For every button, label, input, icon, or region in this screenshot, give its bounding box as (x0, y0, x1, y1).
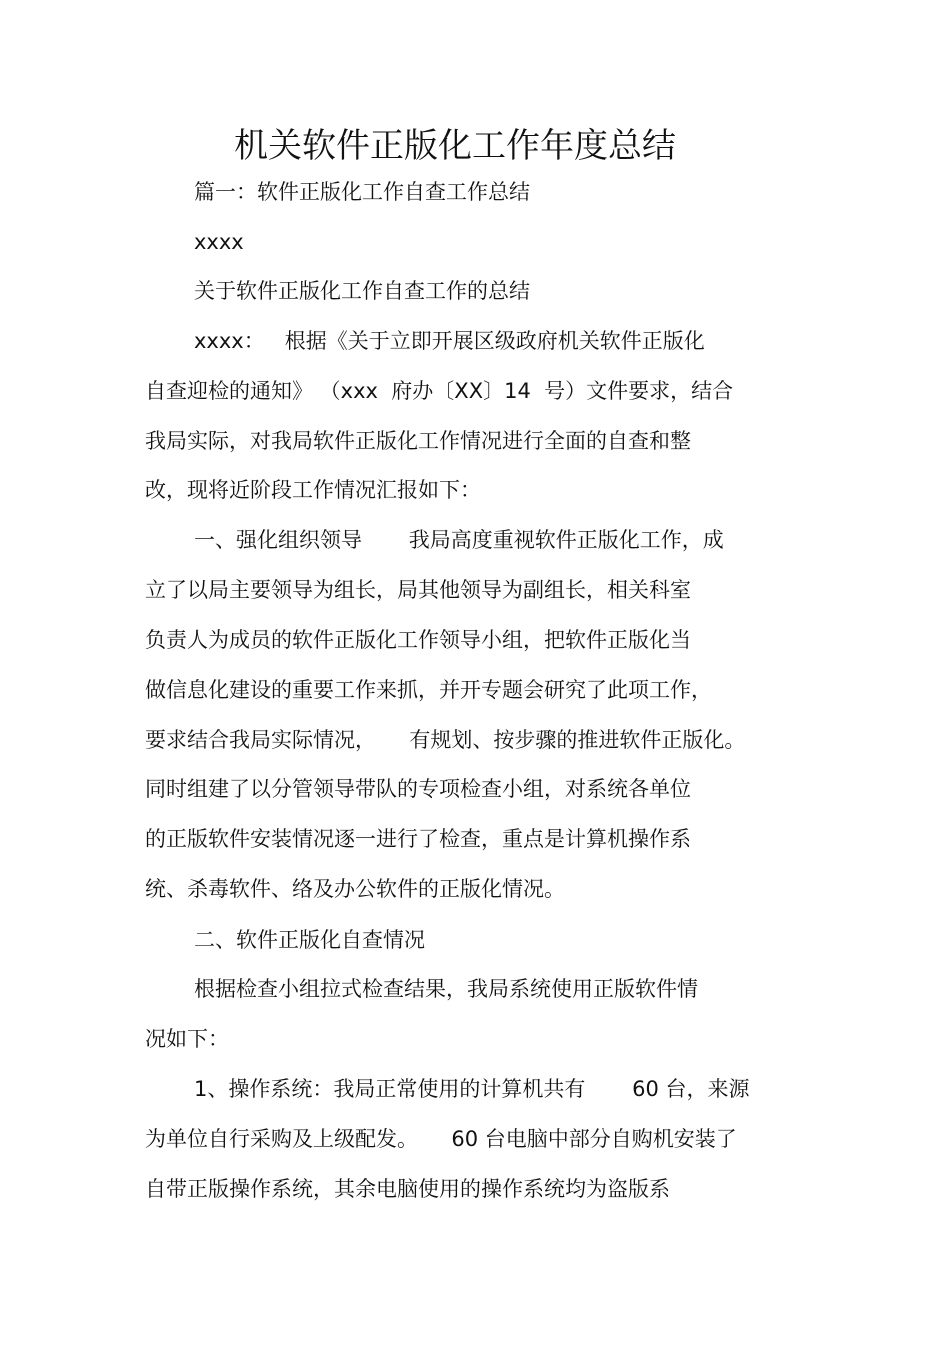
paragraph-line: 1、操作系统：我局正常使用的计算机共有 60 台，来源 (194, 1077, 750, 1101)
paragraph-line: 关于软件正版化工作自查工作的总结 (194, 279, 530, 303)
paragraph-line: 自带正版操作系统，其余电脑使用的操作系统均为盗版系 (145, 1177, 670, 1201)
document-title: 机关软件正版化工作年度总结 (234, 126, 676, 166)
paragraph-line: 根据检查小组拉式检查结果，我局系统使用正版软件情 (194, 977, 698, 1001)
paragraph-line: 要求结合我局实际情况， 有规划、按步骤的推进软件正版化。 (145, 728, 746, 752)
paragraph-line: 一、强化组织领导 我局高度重视软件正版化工作，成 (194, 528, 724, 552)
paragraph-line: 的正版软件安装情况逐一进行了检查，重点是计算机操作系 (145, 827, 691, 851)
paragraph-line: 同时组建了以分管领导带队的专项检查小组，对系统各单位 (145, 777, 691, 801)
section-heading: 二、软件正版化自查情况 (194, 928, 425, 952)
paragraph-line: 况如下： (145, 1027, 229, 1051)
paragraph-line: 我局实际，对我局软件正版化工作情况进行全面的自查和整 (145, 429, 691, 453)
paragraph-line: xxxx (194, 230, 244, 254)
paragraph-line: 篇一：软件正版化工作自查工作总结 (194, 180, 530, 204)
paragraph-line: 做信息化建设的重要工作来抓，并开专题会研究了此项工作， (145, 678, 712, 702)
paragraph-line: 为单位自行采购及上级配发。 60 台电脑中部分自购机安装了 (145, 1127, 737, 1151)
paragraph-line: 自查迎检的通知》 （xxx 府办〔XX〕14 号）文件要求，结合 (145, 379, 734, 403)
paragraph-line: 统、杀毒软件、络及办公软件的正版化情况。 (145, 877, 565, 901)
paragraph-line: xxxx： 根据《关于立即开展区级政府机关软件正版化 (194, 329, 705, 353)
paragraph-line: 负责人为成员的软件正版化工作领导小组，把软件正版化当 (145, 628, 691, 652)
paragraph-line: 立了以局主要领导为组长，局其他领导为副组长，相关科室 (145, 578, 691, 602)
paragraph-line: 改，现将近阶段工作情况汇报如下： (145, 478, 481, 502)
